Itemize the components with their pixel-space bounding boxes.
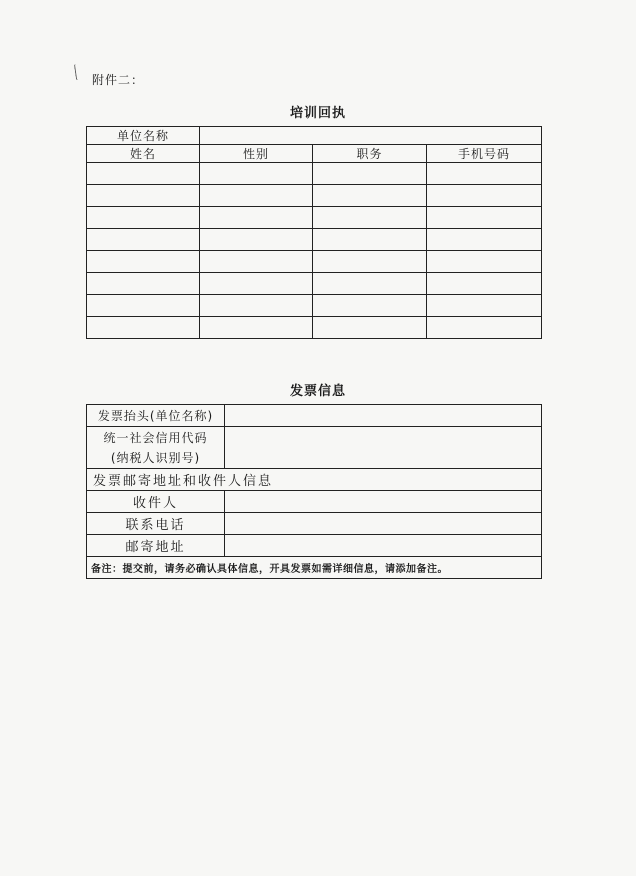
position-cell[interactable] [313,295,427,317]
mailing-address-field[interactable] [225,535,542,557]
column-header-mobile: 手机号码 [427,145,542,163]
gender-cell[interactable] [200,185,313,207]
mobile-cell[interactable] [427,251,542,273]
mobile-cell[interactable] [427,163,542,185]
recipient-label: 收件人 [87,491,225,513]
table-header-row [87,145,542,163]
table-row [87,295,542,317]
unit-name-field[interactable] [200,127,542,145]
gender-cell[interactable] [200,229,313,251]
mobile-cell[interactable] [427,317,542,339]
unit-name-row [87,127,542,145]
mailing-address-label: 邮寄地址 [87,535,225,557]
name-cell[interactable] [87,185,200,207]
invoice-info-title: 发票信息 [289,384,346,399]
gender-cell[interactable] [200,317,313,339]
training-receipt-title: 培训回执 [289,106,346,121]
gender-cell[interactable] [200,251,313,273]
table-row [87,207,542,229]
gender-cell[interactable] [200,273,313,295]
mobile-cell[interactable] [427,207,542,229]
mobile-cell[interactable] [427,185,542,207]
credit-code-label [87,427,225,469]
position-cell[interactable] [313,185,427,207]
invoice-title-row [87,405,542,427]
table-row [87,163,542,185]
column-header-name: 姓名 [87,145,200,163]
credit-code-row [87,427,542,469]
position-cell[interactable] [313,207,427,229]
recipient-field[interactable] [225,491,542,513]
scan-mark [74,64,80,80]
invoice-info-table [86,404,542,579]
training-receipt-table [86,126,542,339]
gender-cell[interactable] [200,163,313,185]
mobile-cell[interactable] [427,229,542,251]
position-cell[interactable] [313,317,427,339]
unit-name-label: 单位名称 [87,127,200,145]
position-cell[interactable] [313,163,427,185]
name-cell[interactable] [87,207,200,229]
attachment-label: 附件二： [92,73,145,87]
address-row [87,535,542,557]
note-text: 备注：提交前，请务必确认具体信息，开具发票如需详细信息，请添加备注。 [87,557,542,579]
name-cell[interactable] [87,163,200,185]
gender-cell[interactable] [200,207,313,229]
position-cell[interactable] [313,251,427,273]
table-row [87,185,542,207]
name-cell[interactable] [87,273,200,295]
table-row [87,229,542,251]
mailing-info-header: 发票邮寄地址和收件人信息 [87,469,542,491]
name-cell[interactable] [87,251,200,273]
recipient-row [87,491,542,513]
mobile-cell[interactable] [427,295,542,317]
column-header-gender: 性别 [200,145,313,163]
credit-code-label-line-2: (纳税人识别号) [110,450,201,465]
mobile-cell[interactable] [427,273,542,295]
position-cell[interactable] [313,229,427,251]
gender-cell[interactable] [200,295,313,317]
position-cell[interactable] [313,273,427,295]
credit-code-field[interactable] [225,427,542,469]
invoice-title-label: 发票抬头(单位名称) [87,405,225,427]
mailing-info-header-row [87,469,542,491]
phone-field[interactable] [225,513,542,535]
invoice-title-field[interactable] [225,405,542,427]
name-cell[interactable] [87,229,200,251]
phone-row [87,513,542,535]
name-cell[interactable] [87,295,200,317]
note-row [87,557,542,579]
name-cell[interactable] [87,317,200,339]
table-row [87,317,542,339]
credit-code-label-line-1: 统一社会信用代码 [103,430,208,445]
table-row [87,251,542,273]
table-row [87,273,542,295]
column-header-position: 职务 [313,145,427,163]
phone-label: 联系电话 [87,513,225,535]
